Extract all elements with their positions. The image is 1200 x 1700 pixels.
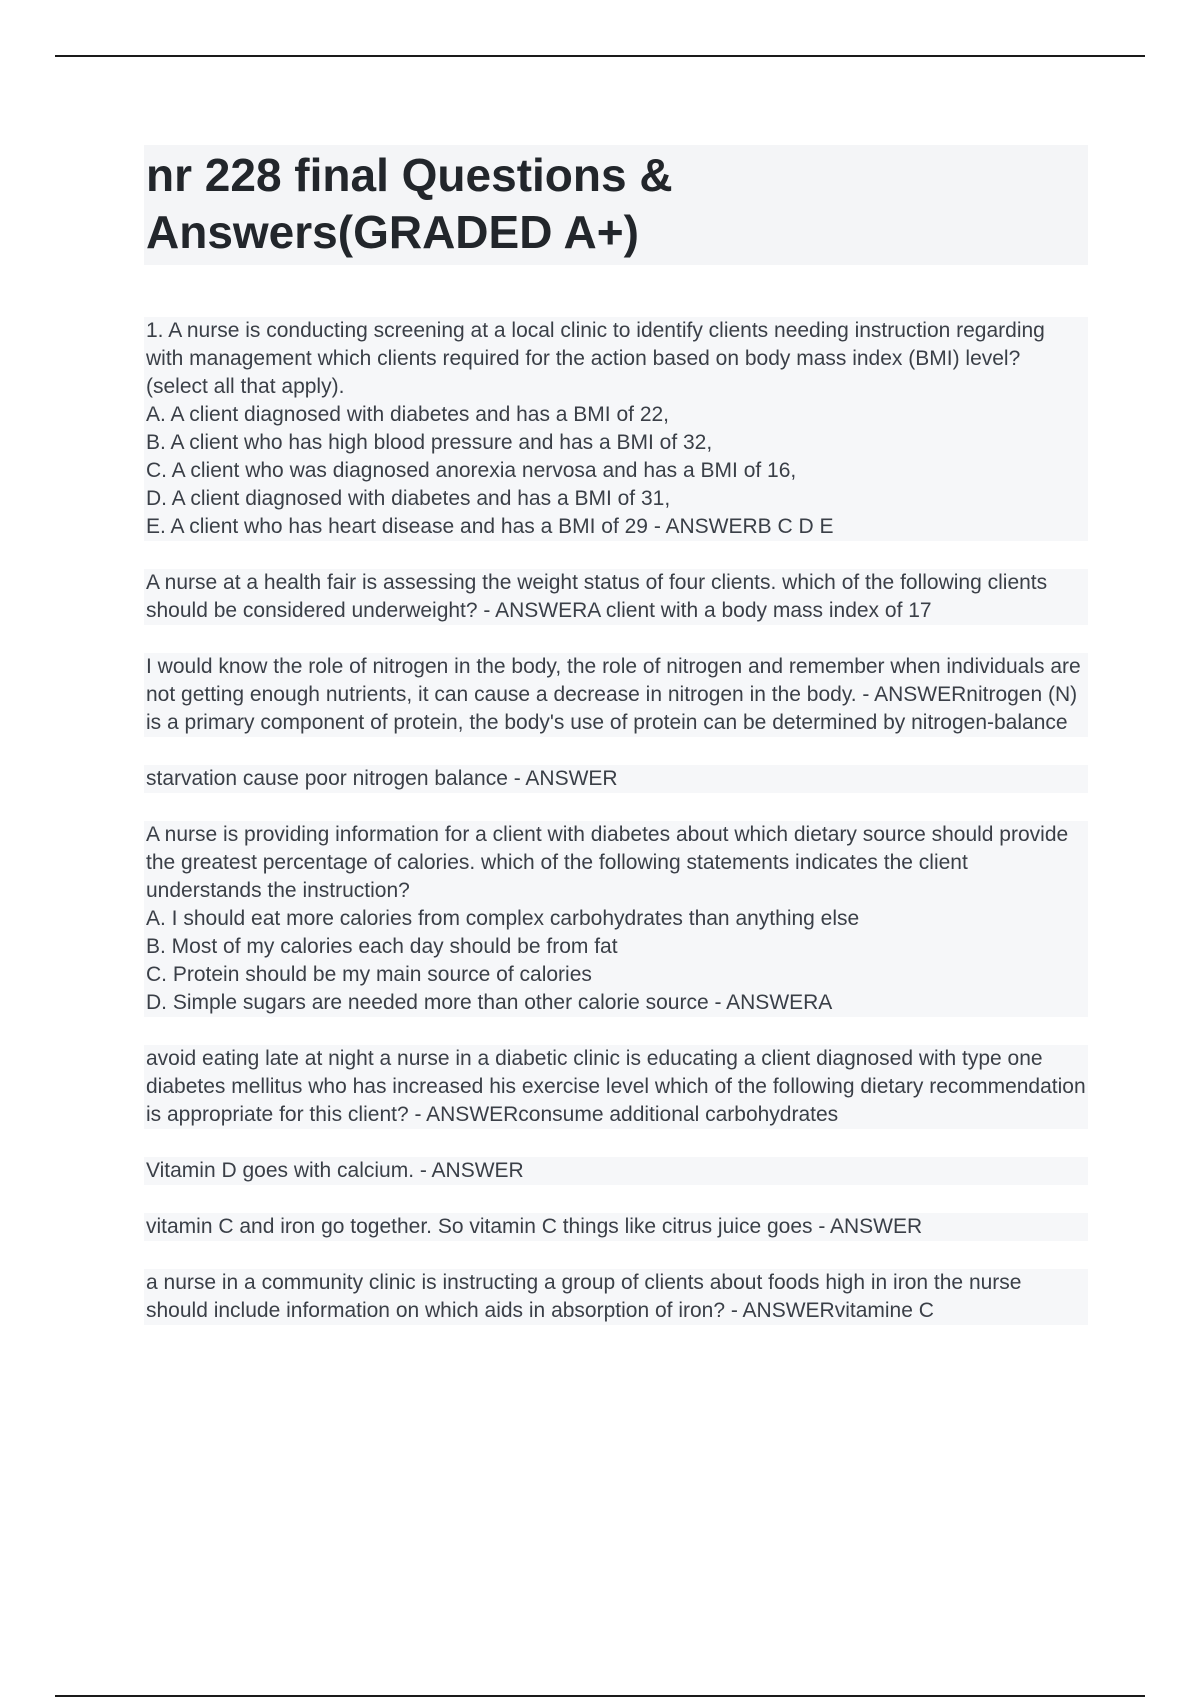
- qa-block-4: starvation cause poor nitrogen balance - ANSWER: [144, 765, 1088, 793]
- document-body: [144, 145, 1088, 1353]
- bottom-rule: [55, 1695, 1145, 1697]
- qa-block-1: 1. A nurse is conducting screening at a local clinic to identify clients needing instruction regarding with management which clients required for the action based on body mass index (BMI) level? (select all that apply). A. A client diagnosed with diabetes and has a BMI of 22, B. A client who has high blood pressure and has a BMI of 32, C. A client who was diagnosed anorexia nervosa and has a BMI of 16, D. A client diagnosed with diabetes and has a BMI of 31, E. A client who has heart disease and has a BMI of 29 - ANSWERB C D E: [144, 317, 1088, 541]
- top-rule: [55, 55, 1145, 57]
- qa-block-7: Vitamin D goes with calcium. - ANSWER: [144, 1157, 1088, 1185]
- qa-block-9: a nurse in a community clinic is instructing a group of clients about foods high in iron the nurse should include information on which aids in absorption of iron? - ANSWERvitamine C: [144, 1269, 1088, 1325]
- qa-block-6: avoid eating late at night a nurse in a diabetic clinic is educating a client diagnosed with type one diabetes mellitus who has increased his exercise level which of the following dietary recommendation is appropriate for this client? - ANSWERconsume additional carbohydrates: [144, 1045, 1088, 1129]
- qa-block-5: A nurse is providing information for a client with diabetes about which dietary source should provide the greatest percentage of calories. which of the following statements indicates the client understands the instruction? A. I should eat more calories from complex carbohydrates than anything else B. Most of my calories each day should be from fat C. Protein should be my main source of calories D. Simple sugars are needed more than other calorie source - ANSWERA: [144, 821, 1088, 1017]
- qa-block-2: A nurse at a health fair is assessing the weight status of four clients. which of the following clients should be considered underweight? - ANSWERA client with a body mass index of 17: [144, 569, 1088, 625]
- document-title: nr 228 final Questions & Answers(GRADED A+): [146, 149, 673, 258]
- qa-block-8: vitamin C and iron go together. So vitamin C things like citrus juice goes - ANSWER: [144, 1213, 1088, 1241]
- qa-block-3: I would know the role of nitrogen in the body, the role of nitrogen and remember when individuals are not getting enough nutrients, it can cause a decrease in nitrogen in the body. - ANSWERnitrogen (N) is a primary component of protein, the body's use of protein can be determined by nitrogen-balance: [144, 653, 1088, 737]
- title-box: [144, 145, 1088, 265]
